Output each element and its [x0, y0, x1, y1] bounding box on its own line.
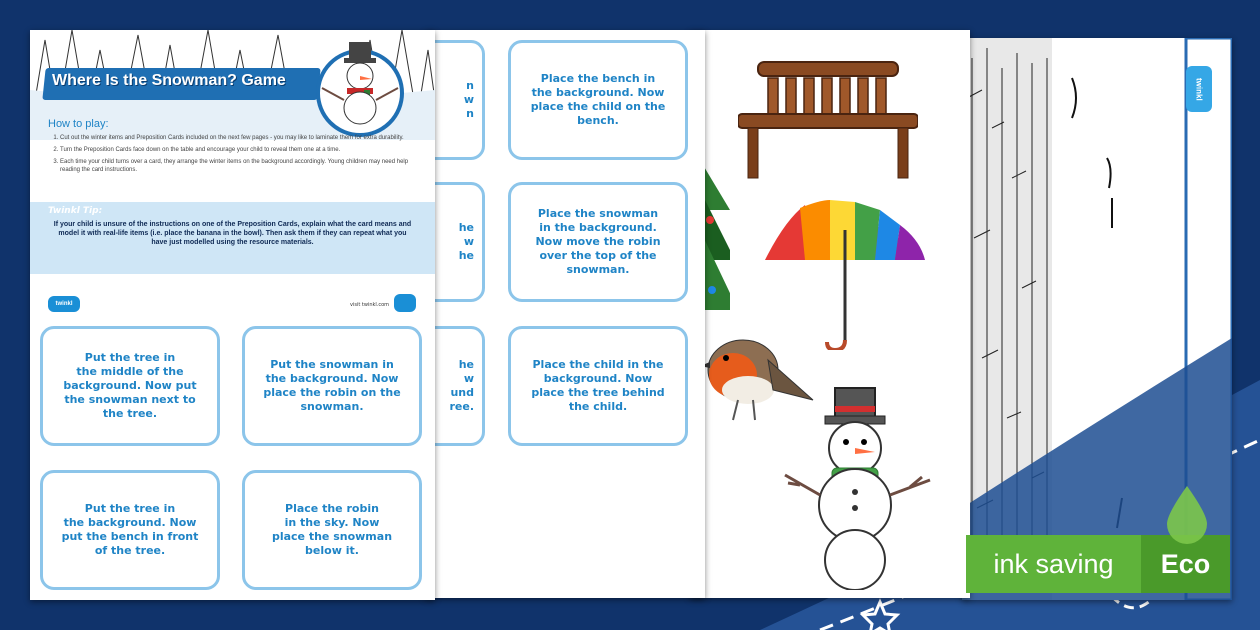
- drop-icon: [1162, 484, 1212, 544]
- card-text: Place the robin in the sky. Now place the snowman below it.: [271, 502, 393, 557]
- instructions-page: [30, 30, 435, 600]
- preposition-card[interactable]: [508, 326, 688, 446]
- cards-page-2: [425, 30, 705, 598]
- tips-body: If your child is unsure of the instructions on one of the Preposition Cards, explain what the card means and model it with real-life items (i.e. place the banana in the bowl). Then ask them if they can repeat what you have just modelled using the resource materials.: [53, 221, 412, 246]
- card-text: he w he: [458, 221, 474, 262]
- instruction-step: 1. Cut out the winter items and Preposition Cards included on the next few pages - you may like to laminate them for extra durability.: [60, 134, 418, 142]
- preposition-card[interactable]: [40, 470, 220, 590]
- instruction-step: 2. Turn the Preposition Cards face down on the table and encourage your child to reveal them one at a time.: [60, 146, 418, 154]
- card-text: he w und ree.: [449, 358, 474, 413]
- eco-label: Eco: [1141, 535, 1230, 593]
- twinkl-badge-icon: [394, 294, 416, 312]
- footer-url[interactable]: visit twinkl.com: [350, 302, 390, 308]
- instruction-step: 3. Each time your child turns over a card, they arrange the winter items on the background accordingly. Young children may need help reading the card instructions.: [60, 158, 418, 174]
- instructions-list: [48, 134, 418, 178]
- preposition-card[interactable]: [40, 326, 220, 446]
- preposition-card[interactable]: [242, 470, 422, 590]
- tips-box: [30, 202, 435, 274]
- bench-icon: [738, 52, 918, 182]
- preposition-card[interactable]: [508, 40, 688, 160]
- card-text: n w n: [463, 79, 474, 120]
- preposition-card[interactable]: [508, 182, 688, 302]
- card-text: Put the snowman in the background. Now place the robin on the snowman.: [263, 358, 401, 413]
- card-text: Put the tree in the middle of the background. Now put the snowman next to the tree.: [63, 351, 197, 420]
- twinkl-side-tab[interactable]: twinkl: [1186, 66, 1212, 112]
- card-text: Put the tree in the background. Now put the bench in front of the tree.: [61, 502, 199, 557]
- page-title: Where Is the Snowman? Game: [52, 72, 286, 89]
- how-to-play-heading: How to play:: [48, 118, 109, 130]
- ink-saving-label: ink saving: [966, 535, 1141, 593]
- cutout-items-page: [690, 30, 970, 598]
- card-text: Place the snowman in the background. Now move the robin over the top of the snowman.: [535, 207, 661, 276]
- preposition-card[interactable]: [242, 326, 422, 446]
- snowman-icon: [780, 380, 940, 590]
- snowman-badge-icon: [312, 38, 408, 138]
- twinkl-logo[interactable]: twinkl: [48, 296, 80, 312]
- tips-title: Twinkl Tip:: [48, 206, 103, 216]
- card-text: Place the child in the background. Now place the tree behind the child.: [531, 358, 665, 413]
- card-text: Place the bench in the background. Now place the child on the bench.: [530, 72, 666, 127]
